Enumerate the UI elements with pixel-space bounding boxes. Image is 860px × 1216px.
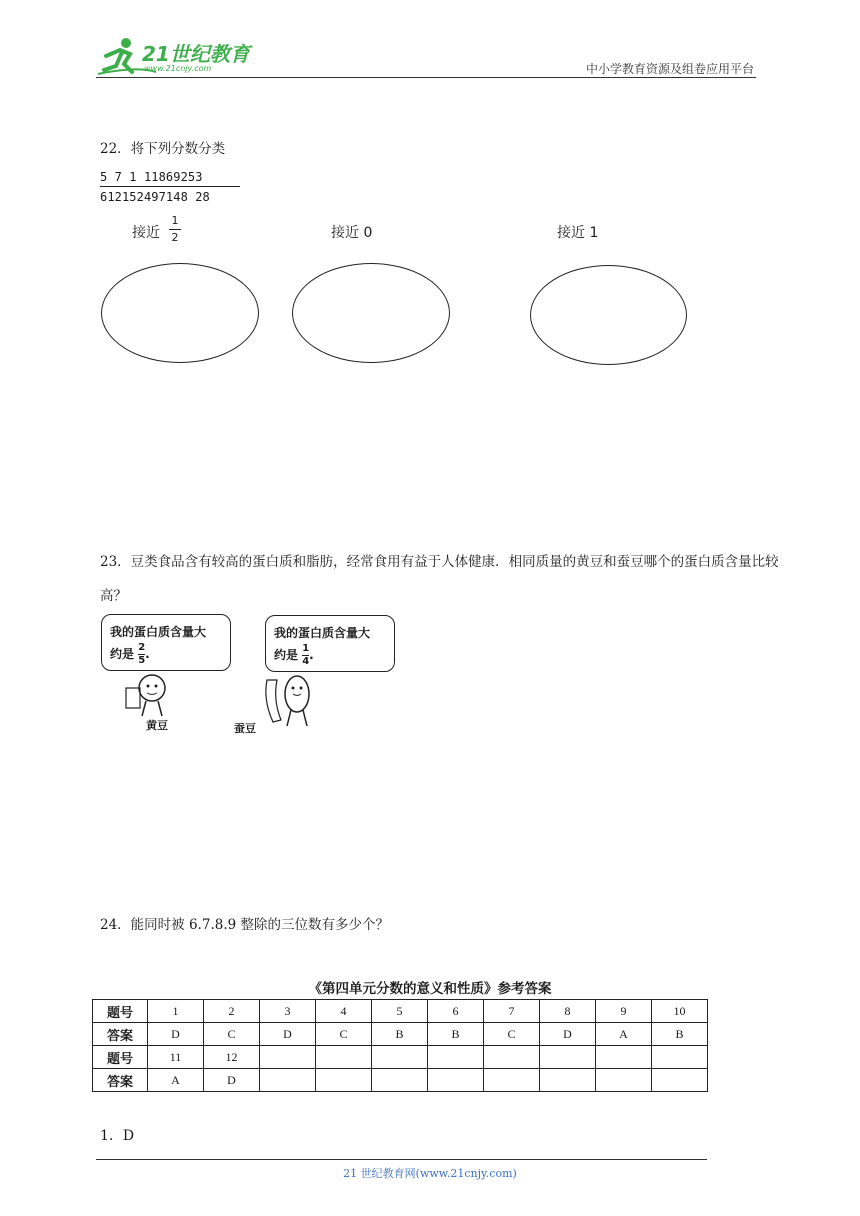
answer-key-table (92, 999, 708, 1092)
answer-cell: C (316, 1023, 372, 1046)
question-number-row (93, 1000, 708, 1023)
logo-text: 21世纪教育 (142, 42, 250, 66)
question-number-cell: 4 (316, 1000, 372, 1023)
soybean-label: 黄豆 (146, 719, 168, 732)
label-near-one: 接近 1 (557, 225, 599, 241)
question-number-cell (428, 1046, 484, 1069)
answer-cell (596, 1069, 652, 1092)
soybean-character-icon (118, 668, 178, 723)
answer-cell: C (204, 1023, 260, 1046)
answer-1: 1．D (100, 1128, 135, 1144)
row-label-question: 题号 (93, 1046, 148, 1069)
ellipse-near-one (530, 265, 687, 365)
answer-cell (260, 1069, 316, 1092)
footer-divider (96, 1159, 707, 1160)
question-number-cell (596, 1046, 652, 1069)
broadbean-character-icon (255, 670, 325, 730)
row-label-question: 题号 (93, 1000, 148, 1023)
bubble-2-prefix: 约是 (274, 648, 299, 662)
question-number-cell (540, 1046, 596, 1069)
question-24-prompt: 24．能同时被 6.7.8.9 整除的三位数有多少个？ (100, 917, 389, 933)
speech-bubble-soybean (101, 614, 231, 671)
bubble-1-numerator: 2 (138, 642, 146, 653)
question-number-cell: 3 (260, 1000, 316, 1023)
bubble-1-denominator: 5 (138, 655, 146, 666)
answer-row (93, 1069, 708, 1092)
bubble-2-fraction (302, 644, 309, 667)
question-number-row (93, 1046, 708, 1069)
answer-cell: A (148, 1069, 204, 1092)
question-number-cell: 6 (428, 1000, 484, 1023)
question-number-cell (260, 1046, 316, 1069)
half-fraction-bar (169, 229, 181, 230)
logo-url: www.21cnjy.com (144, 64, 212, 73)
bubble-2-denominator: 4 (302, 656, 310, 667)
fraction-denominators: 612152497148 28 (100, 190, 210, 204)
question-number-cell: 12 (204, 1046, 260, 1069)
question-number-cell (484, 1046, 540, 1069)
answer-cell: B (652, 1023, 708, 1046)
question-number-cell (316, 1046, 372, 1069)
broadbean-label: 蚕豆 (234, 722, 256, 735)
bubble-1-line-1: 我的蛋白质含量大 (110, 625, 207, 639)
half-denominator: 2 (171, 231, 179, 244)
label-near-half: 接近 (132, 225, 160, 241)
site-logo (96, 36, 256, 78)
half-numerator: 1 (171, 214, 179, 227)
question-number-cell: 2 (204, 1000, 260, 1023)
bubble-2-numerator: 1 (302, 643, 310, 654)
answer-cell: B (372, 1023, 428, 1046)
answer-cell (372, 1069, 428, 1092)
question-22-prompt: 22．将下列分数分类 (100, 141, 226, 157)
question-number-cell: 10 (652, 1000, 708, 1023)
answer-cell: D (148, 1023, 204, 1046)
answer-cell: D (540, 1023, 596, 1046)
answer-cell (428, 1069, 484, 1092)
bubble-2-line-2: 约是 $\frac{1}{4}$ . (274, 643, 314, 667)
answer-cell: D (260, 1023, 316, 1046)
row-label-answer: 答案 (93, 1023, 148, 1046)
answer-cell (484, 1069, 540, 1092)
bubble-1-prefix: 约是 (110, 647, 135, 661)
question-number-cell: 1 (148, 1000, 204, 1023)
header-divider (96, 77, 756, 78)
bubble-2-line-1: 我的蛋白质含量大 (274, 626, 371, 640)
header-platform-text: 中小学教育资源及组卷应用平台 (585, 62, 754, 76)
bubble-1-fraction (138, 643, 145, 666)
question-number-cell: 7 (484, 1000, 540, 1023)
question-number-cell (652, 1046, 708, 1069)
bubble-1-line-2: 约是 $\frac{2}{5}$ . (110, 642, 150, 666)
answer-row (93, 1023, 708, 1046)
speech-bubble-broadbean (265, 615, 395, 672)
footer-text: 21 世纪教育网(www.21cnjy.com) (343, 1167, 517, 1180)
fraction-bar (100, 186, 240, 187)
question-number-cell (372, 1046, 428, 1069)
answer-cell: B (428, 1023, 484, 1046)
label-near-zero: 接近 0 (331, 225, 373, 241)
answer-key-title: 《第四单元分数的意义和性质》参考答案 (308, 981, 552, 997)
half-fraction (169, 215, 181, 244)
question-23-prompt: 23．豆类食品含有较高的蛋白质和脂肪，经常食用有益于人体健康．相同质量的黄豆和蚕豆哪个的蛋白质含量比较高？ (100, 554, 779, 604)
answer-cell (652, 1069, 708, 1092)
question-number-cell: 8 (540, 1000, 596, 1023)
answer-cell: C (484, 1023, 540, 1046)
question-number-cell: 5 (372, 1000, 428, 1023)
row-label-answer: 答案 (93, 1069, 148, 1092)
answer-cell: D (204, 1069, 260, 1092)
question-number-cell: 9 (596, 1000, 652, 1023)
ellipse-near-zero (292, 263, 450, 363)
answer-cell: A (596, 1023, 652, 1046)
fraction-list (100, 168, 240, 206)
answer-cell (540, 1069, 596, 1092)
answer-cell (316, 1069, 372, 1092)
fraction-numerators: 5 7 1 11869253 (100, 170, 203, 184)
ellipse-near-half (101, 263, 259, 363)
question-number-cell: 11 (148, 1046, 204, 1069)
